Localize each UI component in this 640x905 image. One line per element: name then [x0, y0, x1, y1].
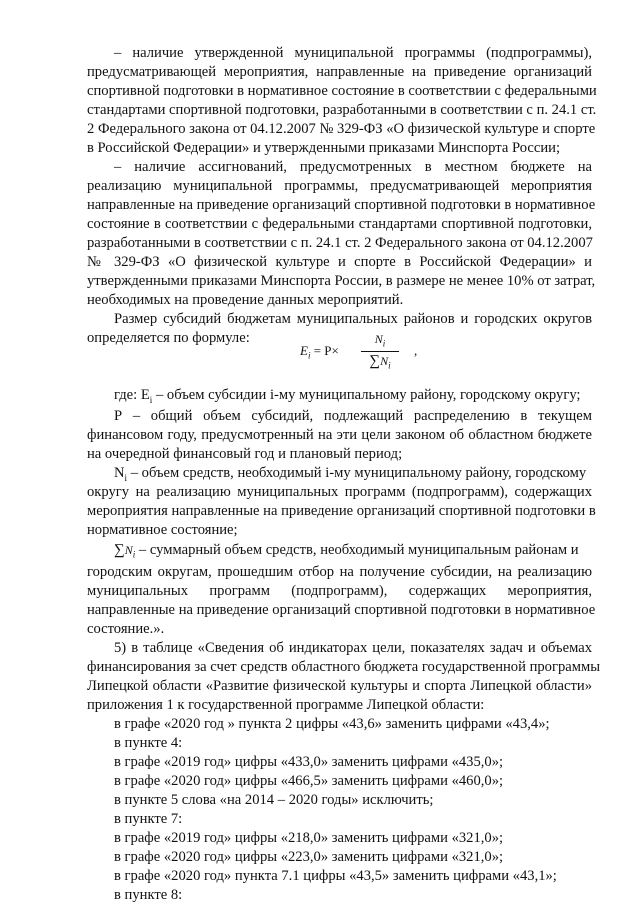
- text-line: 5) в таблице «Сведения об индикаторах цели, показателях задач и объемах: [114, 640, 592, 656]
- sum-term: $\sum N_i$: [114, 542, 136, 560]
- text-line: в графе «2020 год» цифры «223,0» заменить цифрами «321,0»;: [114, 849, 504, 865]
- text-line: состояние в соответствии с федеральными стандартами спортивной подготовки,: [87, 216, 592, 232]
- text-line: состояние.».: [87, 621, 165, 637]
- text-line: в пункте 7:: [114, 811, 183, 827]
- text-line: финансирования за счет средств областного бюджета государственной программы: [87, 659, 601, 675]
- text-line: утвержденными приказами Минспорта России, в размере не менее 10% от затрат,: [87, 273, 596, 289]
- text-line: на очередной финансовый год и плановый период;: [87, 446, 403, 462]
- text-line: разработанными в соответствии с п. 24.1 ст. 2 Федерального закона от 04.12.2007: [87, 235, 593, 251]
- text-line: $N_i$ – объем средств, необходимый i-му муниципальному району, городскому: [114, 465, 587, 483]
- text-line: в графе «2019 год» цифры «218,0» заменить цифрами «321,0»;: [114, 830, 504, 846]
- text-line: предусматривающей мероприятия, направленные на приведение организаций: [87, 64, 592, 80]
- text-line: в Российской Федерации» и утвержденными приказами Минспорта России;: [87, 140, 560, 156]
- text-line: стандартами спортивной подготовки, разработанными в соответствии с п. 24.1 ст.: [87, 102, 597, 118]
- text-line: приложения 1 к государственной программе Липецкой области:: [87, 697, 485, 713]
- text-line: Липецкой области «Развитие физической культуры и спорта Липецкой области»: [87, 678, 592, 694]
- text-line: Р – общий объем субсидий, подлежащий распределению в текущем: [114, 408, 592, 424]
- text-line: в графе «2020 год » пункта 2 цифры «43,6» заменить цифрами «43,4»;: [114, 716, 550, 732]
- formula-comma: ,: [414, 343, 418, 358]
- sum-symbol-icon: ∑: [114, 542, 125, 558]
- text-line: определяется по формуле:: [87, 330, 250, 346]
- text-line: направленные на приведение организаций спортивной подготовки в нормативное: [87, 602, 596, 618]
- text-line: – наличие ассигнований, предусмотренных в местном бюджете на: [114, 159, 592, 175]
- text-line: в пункте 8:: [114, 887, 183, 903]
- formula-lhs: $E_i = P\times$: [300, 343, 339, 361]
- text-line: необходимых на проведение данных мероприятий.: [87, 292, 404, 308]
- subsidy-formula: [296, 330, 426, 376]
- text-line: в графе «2020 год» пункта 7.1 цифры «43,5» заменить цифрами «43,1»;: [114, 868, 557, 884]
- text-line: реализацию муниципальной программы, предусматривающей мероприятия: [87, 178, 592, 194]
- text-line: в графе «2020 год» цифры «466,5» заменить цифрами «460,0»;: [114, 773, 504, 789]
- text-line: муниципальных программ (подпрограмм), содержащих мероприятия,: [87, 583, 592, 599]
- text-line: городским округам, прошедшим отбор на получение субсидии, на реализацию: [87, 564, 592, 580]
- formula-fraction: [361, 330, 399, 376]
- text-line: Размер субсидий бюджетам муниципальных районов и городских округов: [114, 311, 592, 327]
- text-line: в пункте 5 слова «на 2014 – 2020 годы» исключить;: [114, 792, 434, 808]
- text-line: финансовом году, предусмотренный на эти цели законом об областном бюджете: [87, 427, 592, 443]
- text-line: в графе «2019 год» цифры «433,0» заменить цифрами «435,0»;: [114, 754, 504, 770]
- text-line: спортивной подготовки в нормативное состояние в соответствии с федеральными: [87, 83, 597, 99]
- formula-numerator: $N_i$: [374, 332, 386, 349]
- sum-symbol-icon: ∑: [369, 353, 381, 369]
- formula-denominator: $\sum N_i$: [369, 353, 391, 371]
- text-line: направленные на приведение организаций спортивной подготовки в нормативное: [87, 197, 596, 213]
- text-line: – наличие утвержденной муниципальной программы (подпрограммы),: [114, 45, 592, 61]
- text-line: мероприятия направленные на приведение организаций спортивной подготовки в: [87, 503, 596, 519]
- text-line: нормативное состояние;: [87, 522, 238, 538]
- text-line: округу на реализацию муниципальных программ (подпрограмм), содержащих: [87, 484, 592, 500]
- text-line: № 329-ФЗ «О физической культуре и спорте в Российской Федерации» и: [87, 254, 592, 270]
- text-line: где: $E_i$ – объем субсидии i-му муниципальному району, городскому округу;: [114, 387, 581, 405]
- text-line: 2 Федерального закона от 04.12.2007 № 329-ФЗ «О физической культуре и спорте: [87, 121, 596, 137]
- text-line: $\sum N_i$ – суммарный объем средств, необходимый муниципальным районам и: [114, 542, 579, 560]
- text-line: в пункте 4:: [114, 735, 183, 751]
- fraction-bar: [361, 351, 399, 352]
